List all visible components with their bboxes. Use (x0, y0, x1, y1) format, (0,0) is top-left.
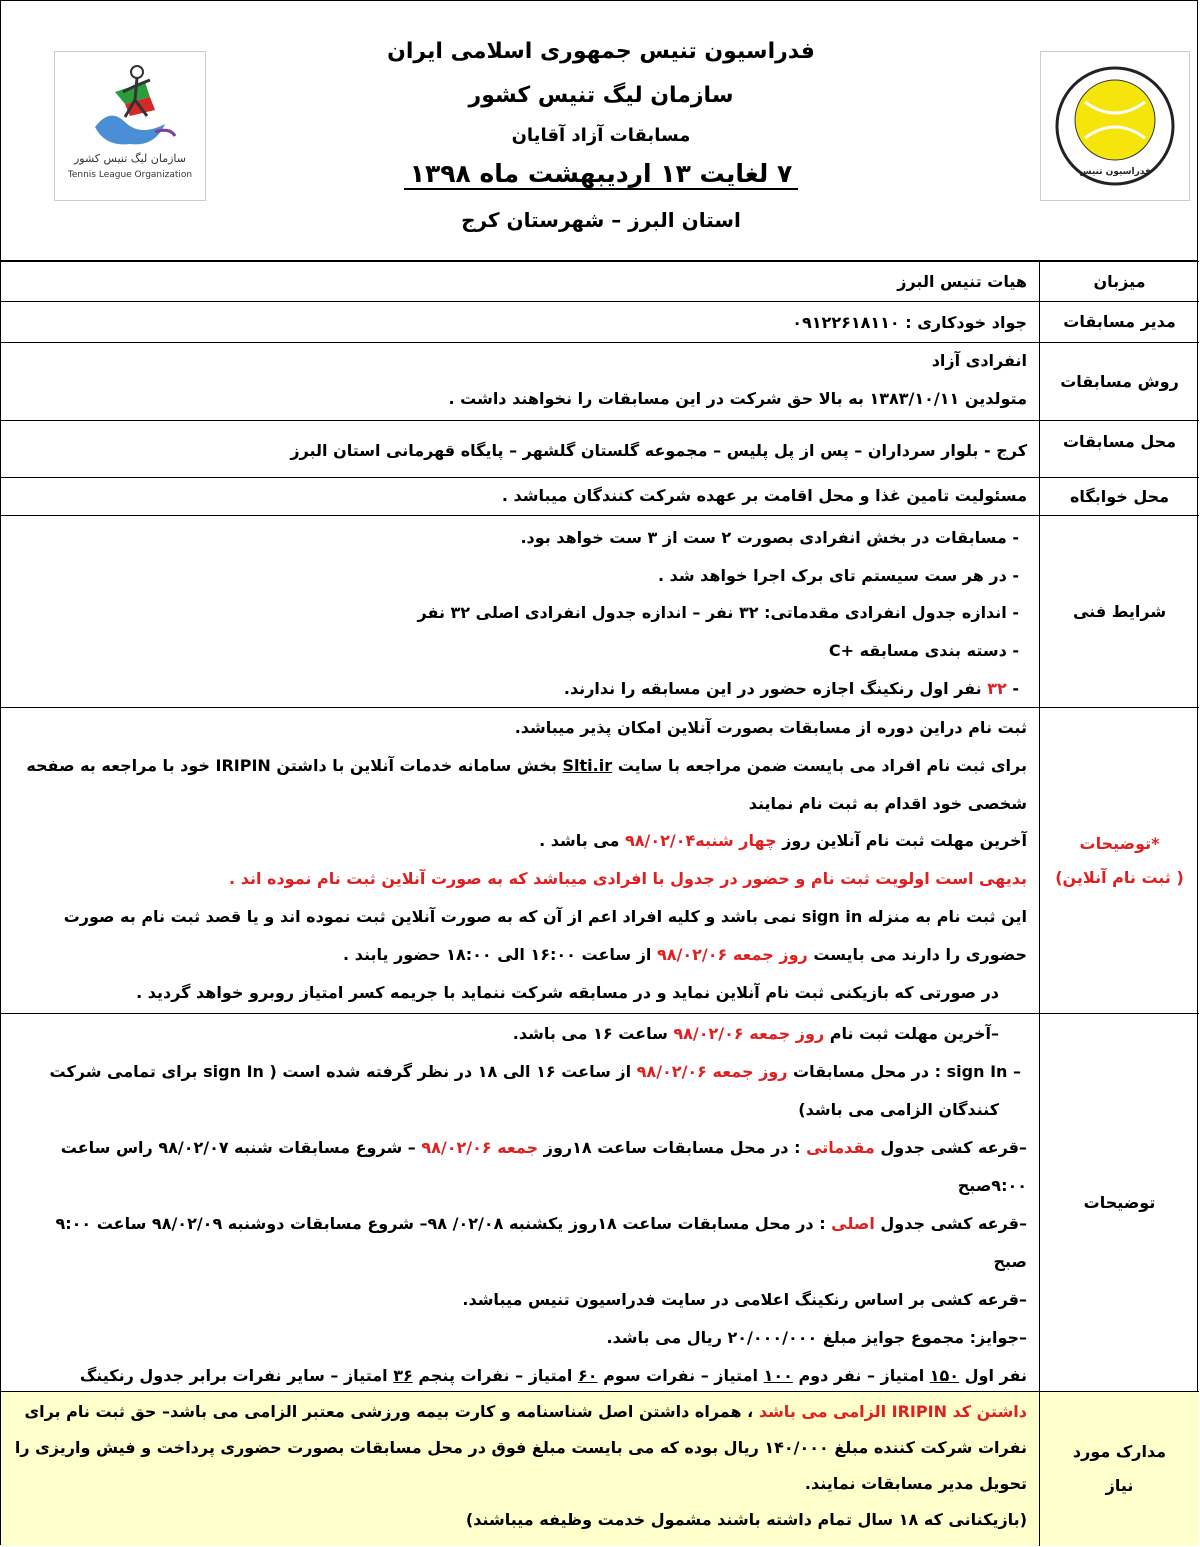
content-required-documents (1, 1392, 1039, 1546)
docs-line-1 (13, 1400, 1027, 1424)
label-online-registration (1039, 708, 1199, 1013)
director-value: جواد خودکاری : ۰۹۱۲۲۶۱۸۱۱۰ (792, 313, 1027, 332)
online-line-8: در صورتی که بازیکنی ثبت نام آنلاین نماید و در مسابقه شرکت ننماید با جریمه کسر امتیاز روبرو خواهد گردید . (136, 983, 999, 1002)
online-line-5: بدیهی است اولویت ثبت نام و حضور در جدول با افرادی میباشد که به صورت آنلاین ثبت نام نموده اند . (229, 869, 1027, 888)
tennis-federation-logo-graphic (1041, 52, 1189, 200)
online-line-7-date: روز جمعه ۹۸/۰۲/۰۶ (656, 945, 808, 964)
notes-line-4 (13, 1136, 1027, 1160)
label-host: میزبان (1039, 262, 1199, 301)
online-line-2b: بخش سامانه خدمات آنلاین با داشتن (276, 756, 557, 775)
document-header (1, 1, 1197, 261)
technical-line-5-count: ۳۲ (987, 679, 1007, 698)
label-director: مدیر مسابقات (1039, 302, 1199, 342)
label-required-documents (1039, 1392, 1199, 1546)
notes-line-2a: : در محل مسابقات (793, 1062, 942, 1081)
docs-line-2: نفرات شرکت کننده مبلغ ۱۴۰/۰۰۰ ریال بوده که می بایست مبلغ فوق در محل مسابقات بصورت حضوری پرداخت و فیش واریزی را (14, 1438, 1027, 1457)
notes-line-4-date: جمعه ۹۸/۰۲/۰۶ (421, 1138, 539, 1157)
site-link[interactable]: Slti.ir (562, 756, 613, 775)
tennis-federation-logo (1040, 51, 1190, 201)
notes-line-6b: : در محل مسابقات ساعت ۱۸روز یکشنبه ۰۲/۰۸/ ۹۸– شروع مسابقات دوشنبه ۹۸/۰۲/۰۹ ساعت ۹:۰۰ (55, 1214, 826, 1233)
notes-line-6a: –قرعه کشی جدول (880, 1214, 1027, 1233)
notes-line-4b: : در محل مسابقات ساعت ۱۸روز (543, 1138, 801, 1157)
online-line-6a: این ثبت نام به منزله (867, 907, 1027, 926)
label-method: روش مسابقات (1039, 343, 1199, 420)
technical-line-1: - مسابقات در بخش انفرادی بصورت ۲ ست از ۳ ست خواهد بود. (520, 528, 1019, 547)
content-director (1, 302, 1039, 342)
online-line-6 (13, 905, 1027, 929)
notes-line-2 (13, 1060, 1021, 1084)
technical-line-5-dash: - (1012, 679, 1019, 698)
method-line-2: متولدین ۱۳۸۳/۱۰/۱۱ به بالا حق شرکت در این مسابقات را نخواهند داشت . (448, 389, 1027, 408)
docs-iripin-required: داشتن کد IRIPIN الزامی می باشد (758, 1402, 1027, 1421)
notes-line-3: کنندگان الزامی می باشد) (798, 1100, 999, 1119)
online-line-4 (13, 829, 1027, 853)
notes-line-2-date: روز جمعه ۹۸/۰۲/۰۶ (636, 1062, 788, 1081)
label-notes: توضیحات (1039, 1014, 1199, 1391)
notes-line-4-prelim: مقدماتی (806, 1138, 875, 1157)
content-lodging (1, 478, 1039, 515)
row-venue (1, 420, 1199, 477)
notes-line-2-signin: sign In (946, 1062, 1008, 1081)
row-host (1, 261, 1199, 301)
notes-line-4a: –قرعه کشی جدول (880, 1138, 1027, 1157)
notes-line-1-date: روز جمعه ۹۸/۰۲/۰۶ (673, 1024, 825, 1043)
technical-line-2: - در هر ست سیستم تای برک اجرا خواهد شد . (657, 566, 1019, 585)
label-online-line-2: ( ثبت نام آنلاین) (1055, 867, 1184, 887)
online-line-4b: می باشد . (539, 831, 620, 850)
row-required-documents (1, 1391, 1199, 1546)
label-technical: شرایط فنی (1039, 516, 1199, 707)
row-lodging (1, 477, 1199, 515)
label-online-line-1: *توضیحات (1079, 833, 1160, 853)
svg-text:TENNIS FEDERATION ISLAMIC REPU (1041, 52, 1045, 54)
technical-line-5 (13, 677, 1019, 701)
row-online-registration (1, 707, 1199, 1013)
lodging-value: مسئولیت تامین غذا و محل اقامت بر عهده شرکت کنندگان میباشد . (501, 486, 1027, 505)
label-lodging: محل خوابگاه (1039, 478, 1199, 515)
points-second: ۱۰۰ (763, 1366, 793, 1385)
technical-line-5-text: نفر اول رنکینگ اجازه حضور در این مسابقه را ندارند. (563, 679, 982, 698)
label-docs-line-2: نیاز (1105, 1476, 1134, 1495)
row-director (1, 301, 1199, 342)
online-line-7b: از ساعت ۱۶:۰۰ الی ۱۸:۰۰ حضور یابند . (343, 945, 652, 964)
header-line-2: سازمان لیگ تنیس کشور (468, 83, 734, 108)
online-line-4a: آخرین مهلت ثبت نام آنلاین روز (782, 831, 1027, 850)
notes-line-10c: امتیاز – نفرات سوم (603, 1366, 758, 1385)
content-venue (1, 421, 1039, 477)
row-technical (1, 515, 1199, 707)
notes-line-10e: امتیاز – سایر نفرات برابر جدول رنکینگ (79, 1366, 388, 1385)
online-line-2 (13, 754, 1027, 778)
header-location: استان البرز – شهرستان کرج (461, 208, 741, 232)
label-docs-line-1: مدارک مورد (1072, 1442, 1167, 1461)
row-method (1, 342, 1199, 420)
online-line-2-code: IRIPIN (215, 756, 271, 775)
svg-text:فدراسیون تنیس: فدراسیون تنیس (1079, 167, 1151, 177)
notes-line-1 (13, 1022, 999, 1046)
content-online-registration (1, 708, 1039, 1013)
host-value: هیات تنیس البرز (897, 272, 1027, 291)
header-dates (261, 159, 941, 188)
row-notes (1, 1013, 1199, 1391)
notes-line-4c: – شروع مسابقات شنبه ۹۸/۰۲/۰۷ راس ساعت (60, 1138, 416, 1157)
points-fifth: ۳۶ (393, 1366, 413, 1385)
content-host (1, 262, 1039, 301)
notes-line-10b: امتیاز – نفر دوم (798, 1366, 925, 1385)
notes-line-8: –قرعه کشی بر اساس رنکینگ اعلامی در سایت فدراسیون تنیس میباشد. (462, 1290, 1027, 1309)
label-venue: محل مسابقات (1039, 421, 1199, 477)
notes-line-9: –جوایز: مجموع جوایز مبلغ ۲۰/۰۰۰/۰۰۰ ریال می باشد. (606, 1328, 1027, 1347)
notes-line-6-main: اصلی (831, 1214, 875, 1233)
technical-line-4: - دسته بندی مسابقه +C (828, 641, 1019, 660)
notes-line-2b: از ساعت ۱۶ الی ۱۸ در نظر گرفته شده است ( (269, 1062, 632, 1081)
notes-line-2-signin-2: sign In (203, 1062, 264, 1081)
docs-line-1b: ، همراه داشتن اصل شناسنامه و کارت بیمه ورزشی معتبر الزامی می باشد– حق ثبت نام برای (24, 1402, 754, 1421)
notes-line-10 (13, 1364, 1027, 1388)
online-line-7 (13, 943, 1027, 967)
svg-text:Tennis League Organization: Tennis League Organization (67, 170, 193, 180)
online-line-2a: برای ثبت نام افراد می بایست ضمن مراجعه با سایت (617, 756, 1027, 775)
notes-line-5: ۹:۰۰صبح (957, 1176, 1027, 1195)
notes-line-7: صبح (993, 1252, 1027, 1271)
content-method (1, 343, 1039, 420)
notes-line-10a: نفر اول (964, 1366, 1027, 1385)
header-line-1: فدراسیون تنیس جمهوری اسلامی ایران (387, 39, 815, 64)
content-technical (1, 516, 1039, 707)
online-line-2c: خود با مراجعه به صفحه (26, 756, 210, 775)
online-line-3: شخصی خود اقدام به ثبت نام نمایند (748, 794, 1027, 813)
notes-line-1b: ساعت ۱۶ می باشد. (512, 1024, 668, 1043)
points-first: ۱۵۰ (929, 1366, 960, 1385)
notes-line-10d: امتیاز – نفرات پنجم (418, 1366, 573, 1385)
docs-line-4: (بازیکنانی که ۱۸ سال تمام داشته باشند مشمول خدمت وظیفه میباشند) (465, 1510, 1027, 1529)
header-dates-text: ۷ لغایت ۱۳ اردیبهشت ماه ۱۳۹۸ (404, 159, 799, 190)
online-line-6b: نمی باشد و کلیه افراد اعم از آن که به صورت آنلاین ثبت نموده اند و یا قصد ثبت نام به صورت (63, 907, 797, 926)
technical-line-3: - اندازه جدول انفرادی مقدماتی: ۳۲ نفر – اندازه جدول انفرادی اصلی ۳۲ نفر (417, 603, 1019, 622)
tennis-league-logo-graphic (55, 52, 205, 200)
docs-line-3: تحویل مدیر مسابقات نمایند. (804, 1474, 1027, 1493)
notes-line-2-dash: – (1013, 1062, 1021, 1081)
svg-text:سازمان لیگ تنیس کشور: سازمان لیگ تنیس کشور (74, 152, 186, 165)
online-line-6-signin: sign in (801, 907, 863, 926)
method-line-1: انفرادی آزاد (931, 351, 1027, 370)
online-line-1: ثبت نام دراین دوره از مسابقات بصورت آنلاین امکان پذیر میباشد. (514, 718, 1027, 737)
notes-line-1a: –آخرین مهلت ثبت نام (829, 1024, 999, 1043)
online-deadline: چهار شنبه۹۸/۰۲/۰۴ (624, 831, 777, 850)
notes-line-2c: برای تمامی شرکت (49, 1062, 198, 1081)
notes-line-6 (13, 1212, 1027, 1236)
header-line-3: مسابقات آزاد آقایان (511, 125, 691, 146)
points-third: ۶۰ (577, 1366, 598, 1385)
content-notes (1, 1014, 1039, 1391)
venue-value: کرج - بلوار سرداران – پس از پل پلیس – مجموعه گلستان گلشهر – پایگاه قهرمانی استان البرز (290, 441, 1027, 460)
online-line-7a: حضوری را دارند می بایست (813, 945, 1027, 964)
tennis-league-logo (54, 51, 206, 201)
